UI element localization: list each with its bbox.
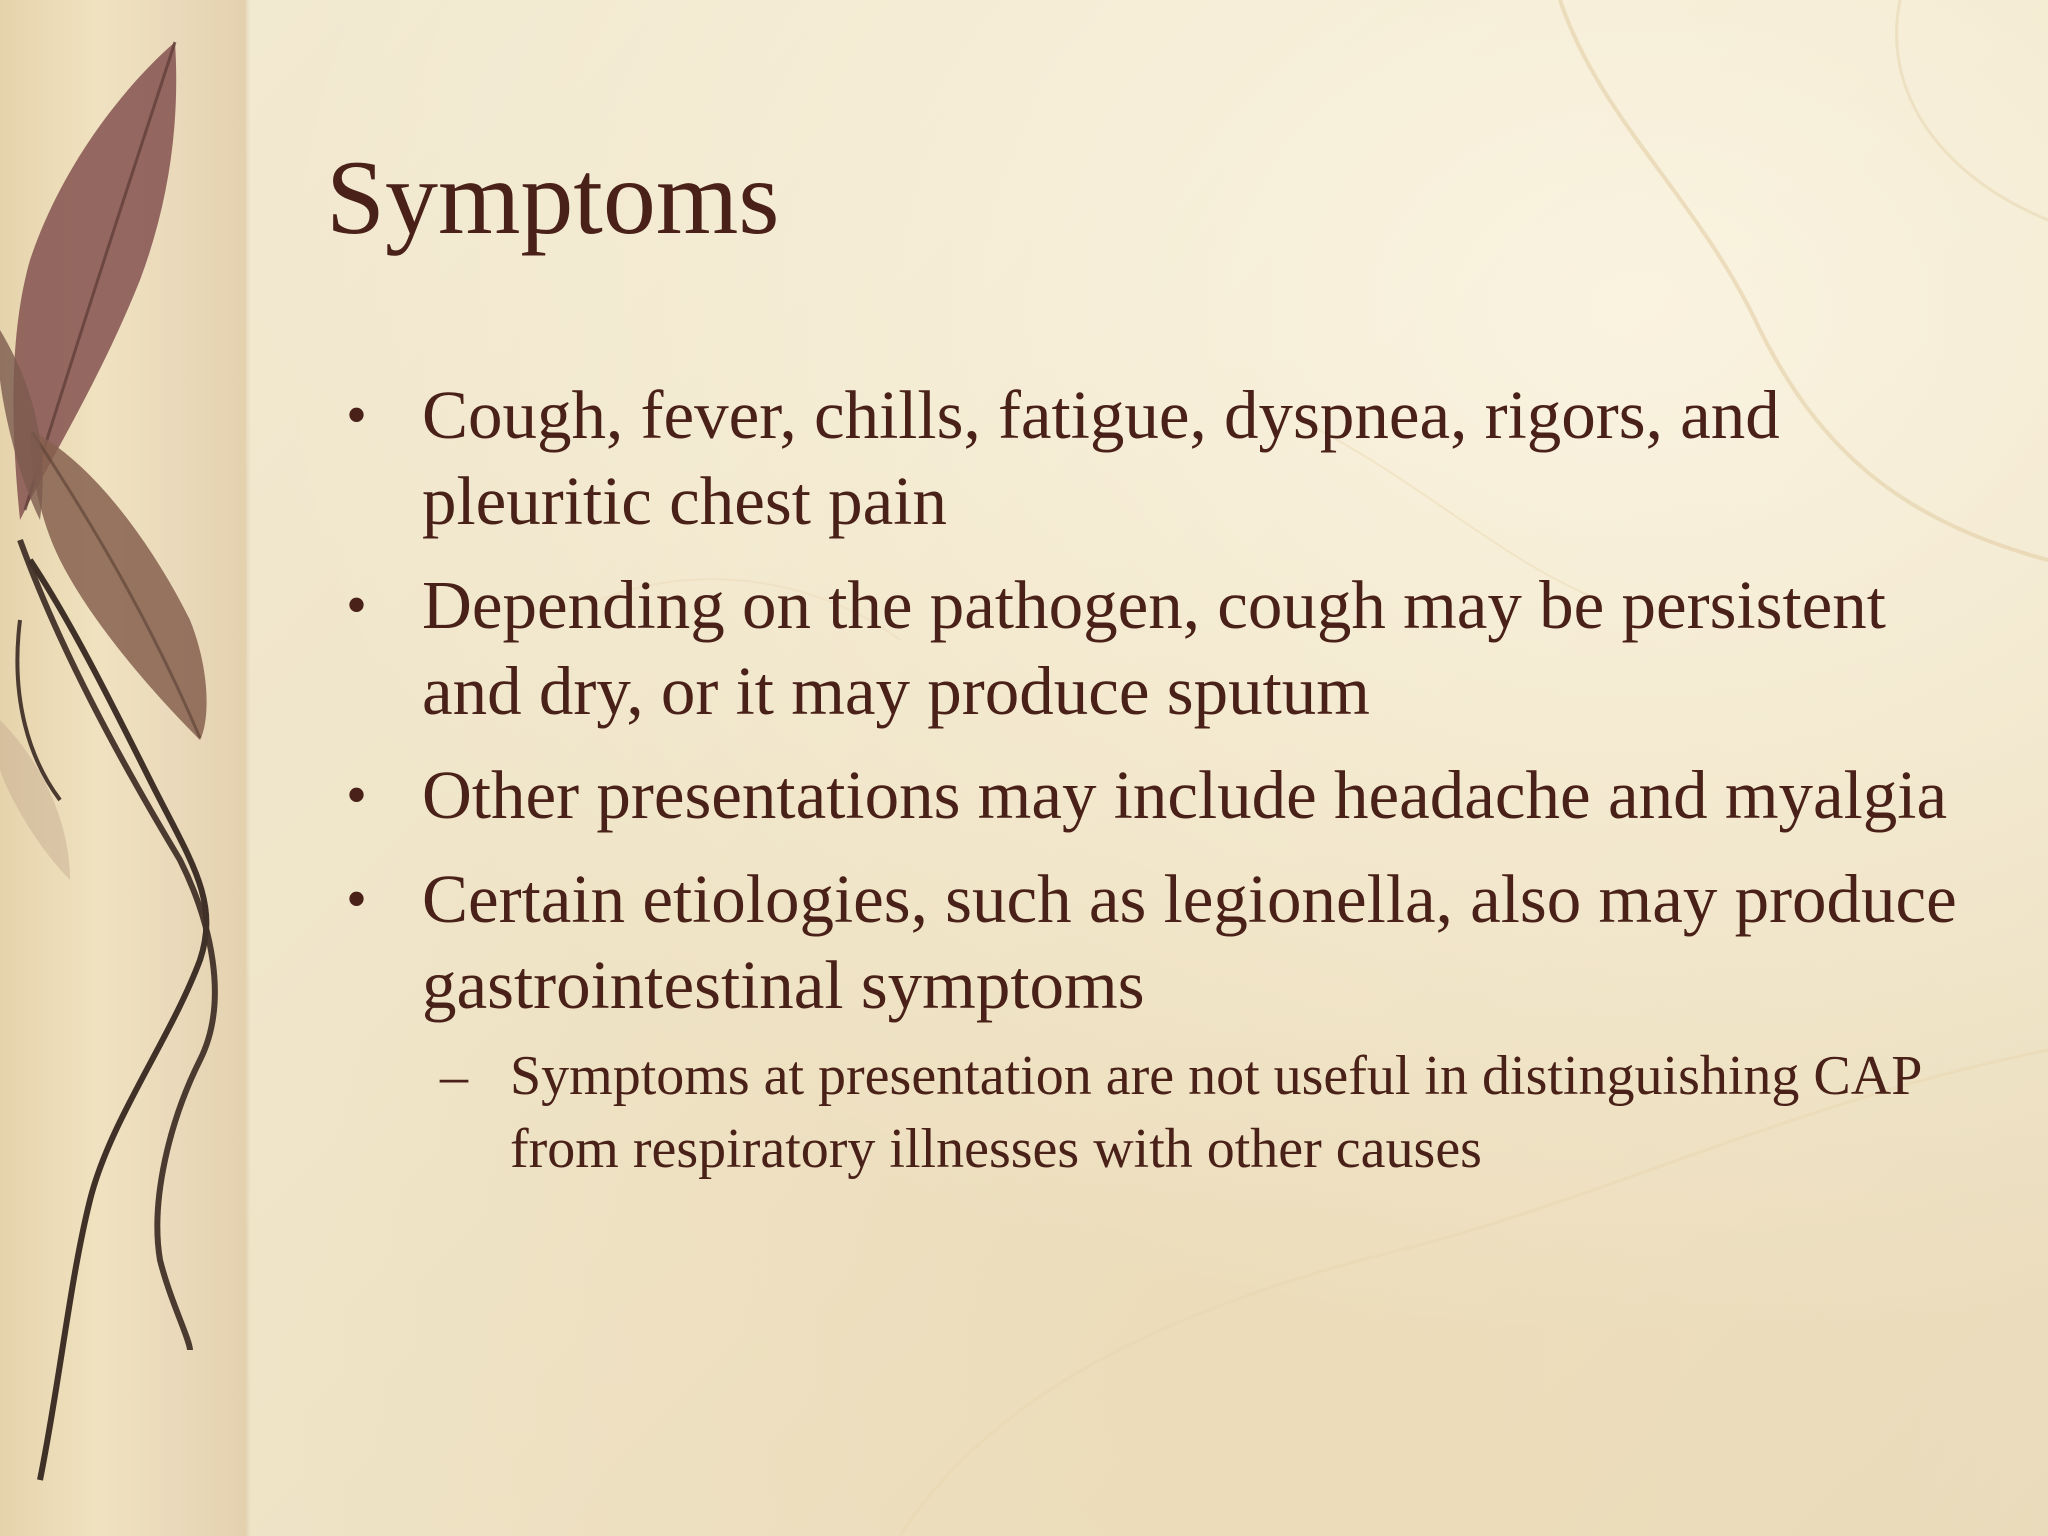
bullet-dot-icon: • <box>346 762 368 828</box>
bullet-text: Other presentations may include headache and myalgia <box>422 757 1948 833</box>
bullet-list <box>326 372 1966 1186</box>
dash-icon: – <box>440 1045 468 1107</box>
bullet-dot-icon: • <box>346 382 368 448</box>
sub-bullet-item <box>326 1040 1966 1186</box>
bullet-item <box>326 562 1966 734</box>
bullet-item <box>326 856 1966 1028</box>
bullet-text: Certain etiologies, such as legionella, also may produce gastrointestinal symptoms <box>422 861 1957 1023</box>
dried-leaf-illustration <box>0 0 246 1536</box>
bullet-text: Depending on the pathogen, cough may be persistent and dry, or it may produce sputum <box>422 567 1886 729</box>
bullet-text: Cough, fever, chills, fatigue, dyspnea, rigors, and pleuritic chest pain <box>422 377 1780 539</box>
bullet-item <box>326 372 1966 544</box>
bullet-dot-icon: • <box>346 572 368 638</box>
bullet-dot-icon: • <box>346 866 368 932</box>
slide-title: Symptoms <box>326 139 780 256</box>
bullet-item <box>326 752 1966 838</box>
sub-bullet-text: Symptoms at presentation are not useful in distinguishing CAP from respiratory illnesses with other causes <box>510 1045 1921 1180</box>
